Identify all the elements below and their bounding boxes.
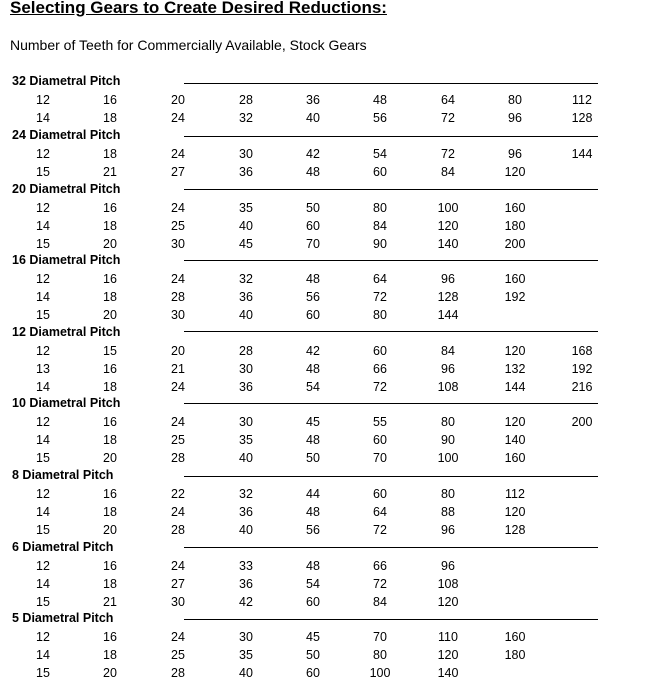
teeth-count-cell: 18 (103, 218, 117, 233)
teeth-count-cell: 56 (373, 110, 387, 125)
teeth-count-cell: 72 (441, 147, 455, 161)
teeth-count-cell: 16 (103, 415, 117, 429)
teeth-count-cell: 24 (171, 559, 185, 573)
teeth-count-cell: 20 (171, 344, 185, 358)
teeth-count-cell: 56 (306, 522, 320, 537)
teeth-count-cell: 35 (239, 432, 253, 447)
section-divider (184, 403, 598, 404)
teeth-count-cell: 100 (369, 665, 391, 680)
teeth-count-cell: 18 (103, 110, 117, 125)
teeth-count-cell: 60 (306, 665, 320, 680)
section-header: 5 Diametral Pitch (12, 611, 114, 625)
teeth-count-cell: 120 (504, 504, 526, 519)
teeth-count-cell: 60 (373, 164, 387, 179)
teeth-count-cell: 25 (171, 218, 185, 233)
teeth-count-cell: 66 (373, 559, 387, 573)
teeth-count-cell: 15 (36, 594, 50, 609)
teeth-count-cell: 24 (171, 379, 185, 394)
teeth-count-cell: 200 (504, 236, 526, 251)
teeth-count-cell: 32 (239, 487, 253, 501)
teeth-count-cell: 40 (239, 218, 253, 233)
teeth-count-cell: 140 (437, 665, 459, 680)
teeth-count-cell: 30 (239, 630, 253, 644)
teeth-count-cell: 70 (373, 450, 387, 465)
section-header: 6 Diametral Pitch (12, 540, 114, 554)
teeth-count-cell: 30 (239, 147, 253, 161)
teeth-count-cell: 112 (505, 487, 525, 501)
section-divider (184, 547, 598, 548)
teeth-count-cell: 16 (103, 361, 117, 376)
teeth-count-cell: 70 (373, 630, 387, 644)
teeth-count-cell: 140 (504, 432, 526, 447)
teeth-count-cell: 12 (36, 630, 50, 644)
teeth-count-cell: 72 (373, 289, 387, 304)
teeth-count-cell: 16 (103, 201, 117, 215)
teeth-count-cell: 20 (103, 236, 117, 251)
teeth-count-cell: 54 (306, 379, 320, 394)
teeth-count-cell: 14 (36, 647, 50, 662)
teeth-count-cell: 48 (306, 504, 320, 519)
teeth-count-cell: 30 (171, 594, 185, 609)
teeth-count-cell: 20 (103, 450, 117, 465)
teeth-count-cell: 60 (306, 218, 320, 233)
teeth-count-cell: 84 (441, 344, 455, 358)
teeth-count-cell: 80 (373, 647, 387, 662)
teeth-count-cell: 66 (373, 361, 387, 376)
teeth-count-cell: 18 (103, 647, 117, 662)
teeth-count-cell: 160 (504, 450, 526, 465)
teeth-count-cell: 96 (441, 522, 455, 537)
teeth-count-cell: 12 (36, 201, 50, 215)
teeth-count-cell: 12 (36, 272, 50, 286)
teeth-count-cell: 14 (36, 576, 50, 591)
section-header: 32 Diametral Pitch (12, 74, 121, 88)
teeth-count-cell: 140 (437, 236, 459, 251)
page-title: Selecting Gears to Create Desired Reductions: (10, 0, 387, 17)
teeth-count-cell: 180 (504, 647, 526, 662)
teeth-count-cell: 32 (239, 110, 253, 125)
teeth-count-cell: 36 (239, 504, 253, 519)
teeth-count-cell: 14 (36, 379, 50, 394)
teeth-count-cell: 72 (441, 110, 455, 125)
teeth-count-cell: 14 (36, 110, 50, 125)
teeth-count-cell: 96 (508, 110, 522, 125)
teeth-count-cell: 48 (306, 164, 320, 179)
teeth-count-cell: 36 (306, 93, 320, 107)
teeth-count-cell: 45 (306, 630, 320, 644)
teeth-count-cell: 120 (437, 218, 459, 233)
teeth-count-cell: 14 (36, 289, 50, 304)
teeth-count-cell: 24 (171, 201, 185, 215)
teeth-count-cell: 160 (504, 272, 526, 286)
teeth-count-cell: 80 (508, 93, 522, 107)
teeth-count-cell: 72 (373, 576, 387, 591)
teeth-count-cell: 24 (171, 147, 185, 161)
teeth-count-cell: 16 (103, 559, 117, 573)
teeth-count-cell: 12 (36, 147, 50, 161)
section-divider (184, 136, 598, 137)
teeth-count-cell: 12 (36, 93, 50, 107)
teeth-count-cell: 15 (36, 236, 50, 251)
teeth-count-cell: 192 (504, 289, 526, 304)
teeth-count-cell: 16 (103, 93, 117, 107)
teeth-count-cell: 54 (373, 147, 387, 161)
teeth-count-cell: 18 (103, 147, 117, 161)
teeth-count-cell: 21 (103, 164, 117, 179)
teeth-count-cell: 40 (306, 110, 320, 125)
teeth-count-cell: 128 (437, 289, 459, 304)
teeth-count-cell: 48 (306, 432, 320, 447)
section-header: 8 Diametral Pitch (12, 468, 114, 482)
teeth-count-cell: 180 (504, 218, 526, 233)
teeth-count-cell: 144 (437, 307, 459, 322)
teeth-count-cell: 13 (36, 361, 50, 376)
teeth-count-cell: 45 (306, 415, 320, 429)
teeth-count-cell: 100 (437, 201, 459, 215)
teeth-count-cell: 24 (171, 272, 185, 286)
teeth-count-cell: 21 (171, 361, 185, 376)
teeth-count-cell: 18 (103, 576, 117, 591)
teeth-count-cell: 84 (373, 594, 387, 609)
teeth-count-cell: 50 (306, 450, 320, 465)
teeth-count-cell: 14 (36, 504, 50, 519)
teeth-count-cell: 80 (373, 307, 387, 322)
teeth-count-cell: 80 (373, 201, 387, 215)
teeth-count-cell: 35 (239, 201, 253, 215)
teeth-count-cell: 28 (171, 665, 185, 680)
section-header: 20 Diametral Pitch (12, 182, 121, 196)
teeth-count-cell: 24 (171, 415, 185, 429)
teeth-count-cell: 120 (437, 647, 459, 662)
teeth-count-cell: 64 (441, 93, 455, 107)
teeth-count-cell: 96 (441, 361, 455, 376)
teeth-count-cell: 15 (36, 164, 50, 179)
teeth-count-cell: 42 (306, 147, 320, 161)
teeth-count-cell: 36 (239, 289, 253, 304)
section-divider (184, 260, 598, 261)
teeth-count-cell: 28 (171, 450, 185, 465)
teeth-count-cell: 96 (508, 147, 522, 161)
teeth-count-cell: 60 (306, 307, 320, 322)
teeth-count-cell: 160 (504, 630, 526, 644)
teeth-count-cell: 15 (36, 450, 50, 465)
teeth-count-cell: 70 (306, 236, 320, 251)
teeth-count-cell: 48 (306, 272, 320, 286)
teeth-count-cell: 18 (103, 432, 117, 447)
teeth-count-cell: 27 (171, 164, 185, 179)
teeth-count-cell: 28 (171, 289, 185, 304)
section-divider (184, 331, 598, 332)
teeth-count-cell: 28 (171, 522, 185, 537)
teeth-count-cell: 36 (239, 576, 253, 591)
teeth-count-cell: 160 (504, 201, 526, 215)
teeth-count-cell: 48 (306, 559, 320, 573)
teeth-count-cell: 168 (571, 344, 593, 358)
teeth-count-cell: 45 (239, 236, 253, 251)
teeth-count-cell: 36 (239, 164, 253, 179)
teeth-count-cell: 40 (239, 307, 253, 322)
teeth-count-cell: 84 (441, 164, 455, 179)
teeth-count-cell: 216 (571, 379, 593, 394)
teeth-count-cell: 33 (239, 559, 253, 573)
teeth-count-cell: 20 (171, 93, 185, 107)
teeth-count-cell: 40 (239, 665, 253, 680)
teeth-count-cell: 120 (504, 344, 526, 358)
teeth-count-cell: 18 (103, 504, 117, 519)
teeth-count-cell: 90 (373, 236, 387, 251)
teeth-count-cell: 40 (239, 450, 253, 465)
teeth-count-cell: 200 (571, 415, 593, 429)
teeth-count-cell: 60 (373, 432, 387, 447)
teeth-count-cell: 80 (441, 415, 455, 429)
teeth-count-cell: 24 (171, 630, 185, 644)
teeth-count-cell: 132 (504, 361, 526, 376)
teeth-count-cell: 120 (504, 164, 526, 179)
teeth-count-cell: 16 (103, 630, 117, 644)
section-header: 12 Diametral Pitch (12, 325, 121, 339)
teeth-count-cell: 12 (36, 559, 50, 573)
teeth-count-cell: 15 (36, 307, 50, 322)
teeth-count-cell: 20 (103, 665, 117, 680)
teeth-count-cell: 44 (306, 487, 320, 501)
section-header: 10 Diametral Pitch (12, 396, 121, 410)
section-divider (184, 476, 598, 477)
teeth-count-cell: 55 (373, 415, 387, 429)
teeth-count-cell: 22 (171, 487, 185, 501)
teeth-count-cell: 28 (239, 344, 253, 358)
teeth-count-cell: 18 (103, 289, 117, 304)
teeth-count-cell: 72 (373, 379, 387, 394)
teeth-count-cell: 30 (171, 236, 185, 251)
teeth-count-cell: 56 (306, 289, 320, 304)
teeth-count-cell: 100 (437, 450, 459, 465)
teeth-count-cell: 64 (373, 272, 387, 286)
teeth-count-cell: 40 (239, 522, 253, 537)
teeth-count-cell: 16 (103, 272, 117, 286)
teeth-count-cell: 36 (239, 379, 253, 394)
teeth-count-cell: 21 (103, 594, 117, 609)
teeth-count-cell: 60 (306, 594, 320, 609)
teeth-count-cell: 16 (103, 487, 117, 501)
teeth-count-cell: 32 (239, 272, 253, 286)
teeth-count-cell: 192 (571, 361, 593, 376)
teeth-count-cell: 20 (103, 307, 117, 322)
teeth-count-cell: 24 (171, 504, 185, 519)
teeth-count-cell: 108 (437, 576, 459, 591)
teeth-count-cell: 25 (171, 647, 185, 662)
teeth-count-cell: 15 (36, 665, 50, 680)
teeth-count-cell: 48 (373, 93, 387, 107)
teeth-count-cell: 108 (437, 379, 459, 394)
teeth-count-cell: 60 (373, 344, 387, 358)
teeth-count-cell: 14 (36, 218, 50, 233)
teeth-count-cell: 88 (441, 504, 455, 519)
teeth-count-cell: 25 (171, 432, 185, 447)
teeth-count-cell: 144 (504, 379, 526, 394)
section-divider (184, 189, 598, 190)
section-header: 24 Diametral Pitch (12, 128, 121, 142)
teeth-count-cell: 64 (373, 504, 387, 519)
teeth-count-cell: 42 (306, 344, 320, 358)
teeth-count-cell: 120 (437, 594, 459, 609)
teeth-count-cell: 12 (36, 415, 50, 429)
teeth-count-cell: 12 (36, 344, 50, 358)
teeth-count-cell: 15 (103, 344, 117, 358)
teeth-count-cell: 28 (239, 93, 253, 107)
teeth-count-cell: 50 (306, 647, 320, 662)
teeth-count-cell: 27 (171, 576, 185, 591)
teeth-count-cell: 20 (103, 522, 117, 537)
teeth-count-cell: 120 (504, 415, 526, 429)
teeth-count-cell: 60 (373, 487, 387, 501)
teeth-count-cell: 96 (441, 272, 455, 286)
teeth-count-cell: 72 (373, 522, 387, 537)
teeth-count-cell: 14 (36, 432, 50, 447)
teeth-count-cell: 128 (571, 110, 593, 125)
teeth-count-cell: 42 (239, 594, 253, 609)
teeth-count-cell: 80 (441, 487, 455, 501)
teeth-count-cell: 48 (306, 361, 320, 376)
teeth-count-cell: 112 (572, 93, 592, 107)
teeth-count-cell: 12 (36, 487, 50, 501)
page-subtitle: Number of Teeth for Commercially Available, Stock Gears (10, 37, 367, 53)
teeth-count-cell: 30 (239, 415, 253, 429)
teeth-count-cell: 30 (171, 307, 185, 322)
teeth-count-cell: 96 (441, 559, 455, 573)
teeth-count-cell: 35 (239, 647, 253, 662)
section-divider (184, 83, 598, 84)
teeth-count-cell: 54 (306, 576, 320, 591)
teeth-count-cell: 15 (36, 522, 50, 537)
teeth-count-cell: 18 (103, 379, 117, 394)
teeth-count-cell: 84 (373, 218, 387, 233)
teeth-count-cell: 144 (571, 147, 593, 161)
teeth-count-cell: 24 (171, 110, 185, 125)
teeth-count-cell: 50 (306, 201, 320, 215)
section-header: 16 Diametral Pitch (12, 253, 121, 267)
teeth-count-cell: 128 (504, 522, 526, 537)
teeth-count-cell: 110 (438, 630, 458, 644)
section-divider (184, 619, 598, 620)
teeth-count-cell: 90 (441, 432, 455, 447)
teeth-count-cell: 30 (239, 361, 253, 376)
